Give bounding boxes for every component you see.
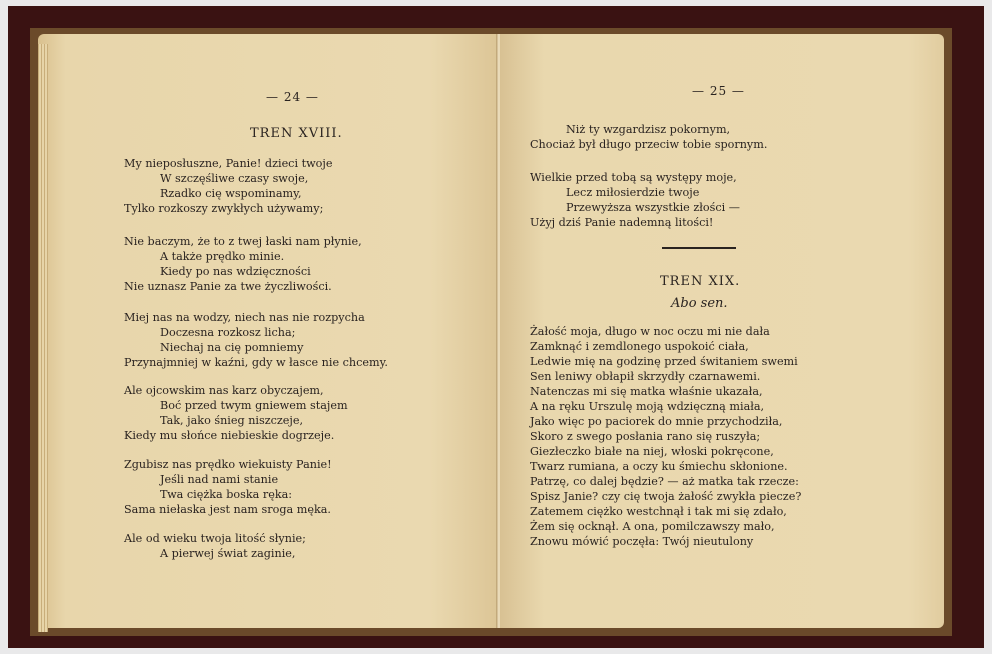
verse-line: Ledwie mię na godzinę przed świtaniem swemi xyxy=(530,355,798,368)
stanza xyxy=(530,122,767,152)
verse-line: Użyj dziś Panie nademną litości! xyxy=(530,216,714,229)
stanza xyxy=(124,531,306,561)
stanza xyxy=(124,156,332,216)
page-number: — 24 — xyxy=(266,90,319,104)
verse-line: Sama niełaska jest nam sroga męka. xyxy=(124,503,331,516)
verse-line: Przewyższa wszystkie złości — xyxy=(566,201,740,214)
poem-title: TREN XIX. xyxy=(660,274,741,289)
stanza xyxy=(530,170,740,230)
stanza xyxy=(124,383,348,443)
verse-line: Kiedy mu słońce niebieskie dogrzeje. xyxy=(124,429,335,442)
verse-line: A na ręku Urszulę moją wdzięczną miała, xyxy=(530,400,765,413)
verse-line: Nie baczym, że to z twej łaski nam płynie, xyxy=(124,235,362,248)
poem-body xyxy=(530,324,801,549)
verse-line: Zamknąć i zemdlonego uspokoić ciała, xyxy=(530,340,749,353)
section-divider xyxy=(662,247,736,249)
verse-line: Skoro z swego posłania rano się ruszyła; xyxy=(530,430,761,443)
verse-line: My nieposłuszne, Panie! dzieci twoje xyxy=(124,157,333,170)
verse-line: Twa ciężka boska ręka: xyxy=(160,488,293,501)
verse-line: Spisz Janie? czy cię twoja żałość zwykła piecze? xyxy=(530,490,802,503)
verse-line: Przynajmniej w kaźni, gdy w łasce nie chcemy. xyxy=(124,356,388,369)
verse-line: Natenczas mi się matka właśnie ukazała, xyxy=(530,385,763,398)
poem-subtitle: Abo sen. xyxy=(671,296,728,311)
verse-line: Ale ojcowskim nas karz obyczajem, xyxy=(124,384,324,397)
verse-line: Rzadko cię wspominamy, xyxy=(160,187,302,200)
verse-line: Patrzę, co dalej będzie? — aż matka tak rzecze: xyxy=(530,475,799,488)
verse-line: Wielkie przed tobą są występy moje, xyxy=(530,171,737,184)
verse-line: Lecz miłosierdzie twoje xyxy=(566,186,700,199)
right-page xyxy=(500,34,944,628)
verse-line: Ale od wieku twoja litość słynie; xyxy=(124,532,306,545)
verse-line: Zatemem ciężko westchnął i tak mi się zdało, xyxy=(530,505,787,518)
stanza xyxy=(124,234,362,294)
verse-line: Boć przed twym gniewem stajem xyxy=(160,399,348,412)
stanza xyxy=(124,310,388,370)
verse-line: Giezłeczko białe na niej, włoski pokręcone, xyxy=(530,445,774,458)
verse-line: Tak, jako śnieg niszczeje, xyxy=(160,414,304,427)
verse-line: Jako więc po paciorek do mnie przychodziła, xyxy=(530,415,783,428)
left-page xyxy=(38,34,498,628)
verse-line: A także prędko minie. xyxy=(160,250,285,263)
verse-line: Kiedy po nas wdzięczności xyxy=(160,265,311,278)
verse-line: Nie uznasz Panie za twe życzliwości. xyxy=(124,280,332,293)
verse-line: Sen leniwy obłapił skrzydły czarnawemi. xyxy=(530,370,761,383)
verse-line: A pierwej świat zaginie, xyxy=(160,547,296,560)
verse-line: Miej nas na wodzy, niech nas nie rozpycha xyxy=(124,311,365,324)
verse-line: Jeśli nad nami stanie xyxy=(160,473,279,486)
verse-line: Zgubisz nas prędko wiekuisty Panie! xyxy=(124,458,332,471)
book-spread xyxy=(30,28,952,636)
verse-line: Doczesna rozkosz licha; xyxy=(160,326,296,339)
verse-line: Żem się ocknął. A ona, pomilczawszy mało, xyxy=(530,520,775,533)
stanza xyxy=(124,457,332,517)
verse-line: Chociaż był długo przeciw tobie spornym. xyxy=(530,138,768,151)
verse-line: Niechaj na cię pomniemy xyxy=(160,341,304,354)
verse-line: Twarz rumiana, a oczy ku śmiechu skłonione. xyxy=(530,460,788,473)
verse-line: Żałość moja, długo w noc oczu mi nie dała xyxy=(530,325,770,338)
verse-line: W szczęśliwe czasy swoje, xyxy=(160,172,309,185)
page-number: — 25 — xyxy=(692,84,745,98)
verse-line: Znowu mówić poczęła: Twój nieutulony xyxy=(530,535,754,548)
verse-line: Niż ty wzgardzisz pokornym, xyxy=(566,123,731,136)
poem-title: TREN XVIII. xyxy=(250,126,343,141)
verse-line: Tylko rozkoszy zwykłych używamy; xyxy=(124,202,324,215)
page-edges xyxy=(38,44,48,632)
